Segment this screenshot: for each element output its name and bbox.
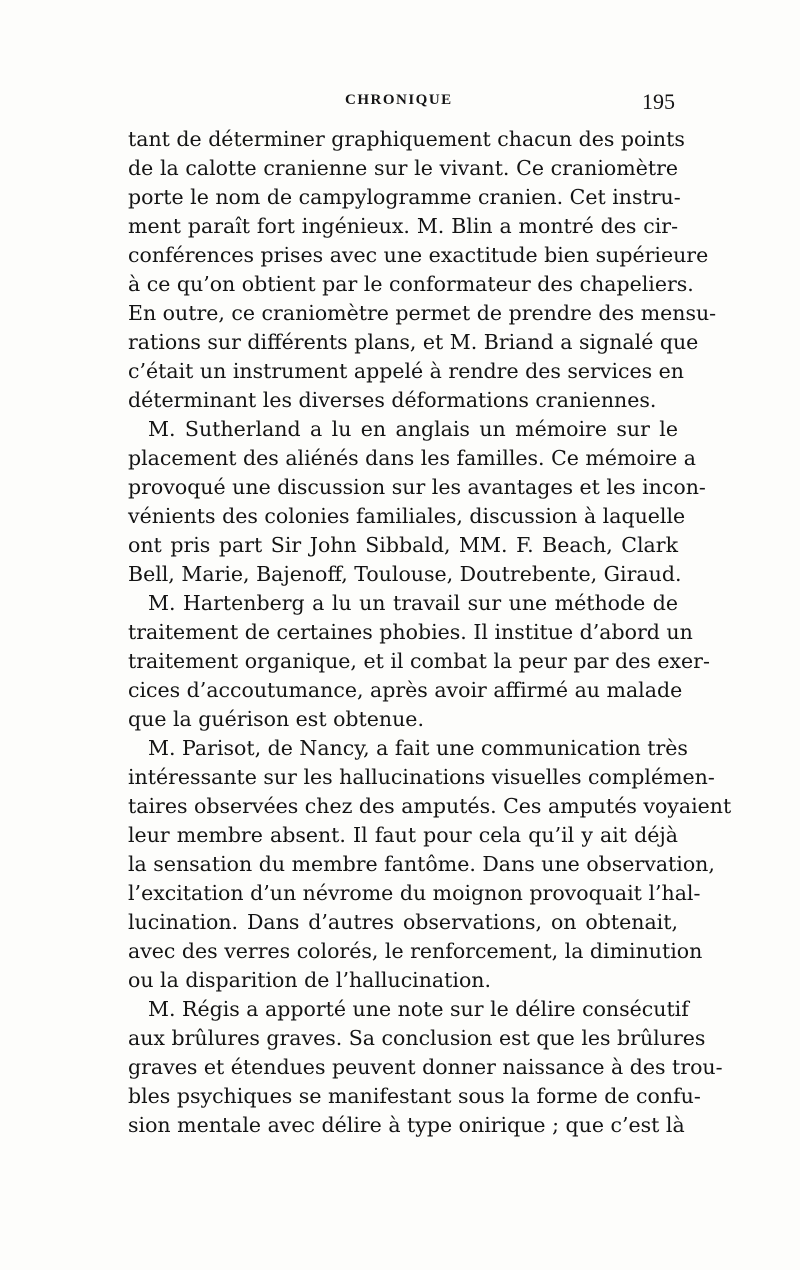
text-line: que la guérison est obtenue. <box>128 707 424 731</box>
paragraph-start-line: M. Sutherland a lu en anglais un mémoire sur le <box>148 417 678 441</box>
text-line: placement des aliénés dans les familles. Ce mémoire a <box>128 446 696 470</box>
text-line: sion mentale avec délire à type onirique ; que c’est là <box>128 1113 685 1137</box>
running-head <box>345 89 675 116</box>
text-line: En outre, ce craniomètre permet de prendre des mensu- <box>128 301 717 325</box>
text-line: l’excitation d’un névrome du moignon provoquait l’hal- <box>128 881 701 905</box>
text-line: vénients des colonies familiales, discussion à laquelle <box>128 504 686 528</box>
text-line: intéressante sur les hallucinations visuelles complémen- <box>128 765 715 789</box>
body-text <box>128 125 732 1140</box>
text-line: à ce qu’on obtient par le conformateur des chapeliers. <box>128 272 694 296</box>
text-line: porte le nom de campylogramme cranien. Cet instru- <box>128 185 681 209</box>
text-line: de la calotte cranienne sur le vivant. Ce craniomètre <box>128 156 678 180</box>
text-line: graves et étendues peuvent donner naissance à des trou- <box>128 1055 723 1079</box>
text-line: bles psychiques se manifestant sous la forme de confu- <box>128 1084 701 1108</box>
paragraph-start-line: M. Régis a apporté une note sur le délire consécutif <box>148 997 689 1021</box>
text-line: leur membre absent. Il faut pour cela qu’il y ait déjà <box>128 823 678 847</box>
text-line: ment paraît fort ingénieux. M. Blin a montré des cir- <box>128 214 678 238</box>
text-line: aux brûlures graves. Sa conclusion est que les brûlures <box>128 1026 706 1050</box>
text-line: Bell, Marie, Bajenoff, Toulouse, Doutrebente, Giraud. <box>128 562 682 586</box>
text-line: traitement organique, et il combat la peur par des exer- <box>128 649 710 673</box>
text-line: ou la disparition de l’hallucination. <box>128 968 492 992</box>
text-line: rations sur différents plans, et M. Briand a signalé que <box>128 330 699 354</box>
page-number: 195 <box>642 89 675 114</box>
text-line: la sensation du membre fantôme. Dans une observation, <box>128 852 715 876</box>
text-line: c’était un instrument appelé à rendre des services en <box>128 359 684 383</box>
text-line: tant de déterminer graphiquement chacun des points <box>128 127 685 151</box>
paragraph-start-line: M. Hartenberg a lu un travail sur une méthode de <box>148 591 678 615</box>
running-title: CHRONIQUE <box>345 92 453 108</box>
text-line: taires observées chez des amputés. Ces amputés voyaient <box>128 794 732 818</box>
text-line: lucination. Dans d’autres observations, on obtenait, <box>128 910 678 934</box>
text-line: ont pris part Sir John Sibbald, MM. F. Beach, Clark <box>128 533 678 557</box>
text-line: conférences prises avec une exactitude bien supérieure <box>128 243 709 267</box>
text-line: cices d’accoutumance, après avoir affirmé au malade <box>128 678 683 702</box>
text-line: avec des verres colorés, le renforcement, la diminution <box>128 939 703 963</box>
text-line: déterminant les diverses déformations craniennes. <box>128 388 657 412</box>
paragraph-start-line: M. Parisot, de Nancy, a fait une communication très <box>148 736 688 760</box>
text-line: provoqué une discussion sur les avantages et les incon- <box>128 475 706 499</box>
text-line: traitement de certaines phobies. Il institue d’abord un <box>128 620 693 644</box>
